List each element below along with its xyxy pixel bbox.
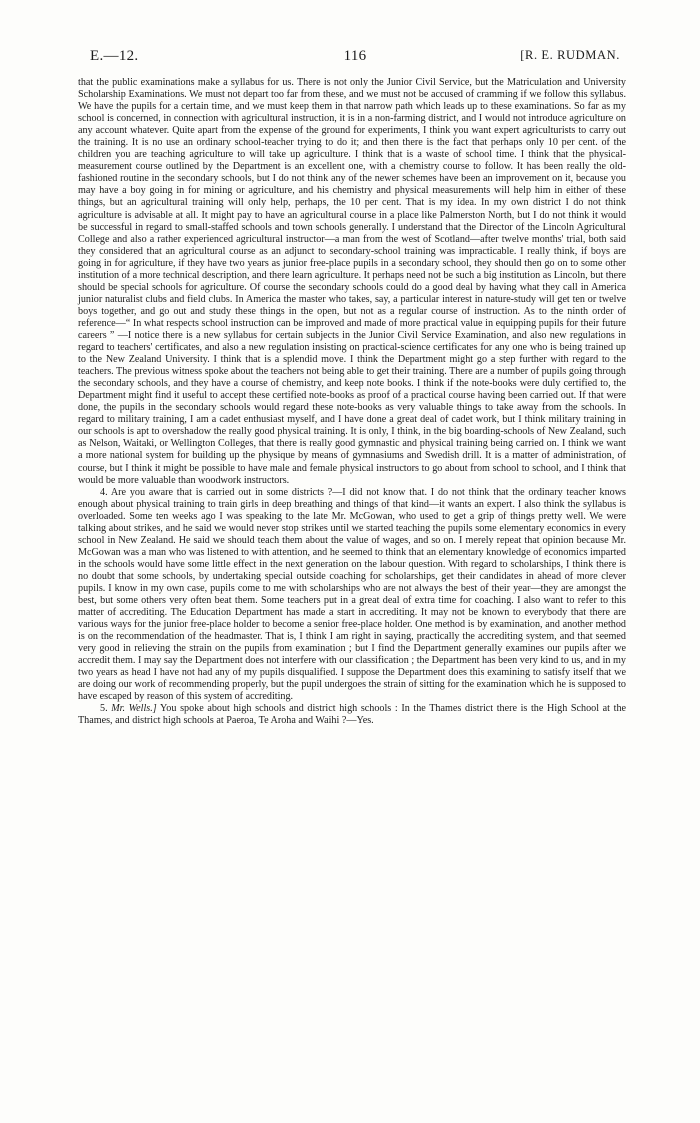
page-number: 116	[343, 48, 367, 64]
page-body	[78, 77, 626, 728]
paragraph-text: that the public examinations make a syllabus for us. There is not only the Junior Civil Service, but the Matriculation and University Scholarship Examinations. We must not depart too far from these, and we must not be accused of cramming if we follow this syllabus. We have the pupils for a certain time, and we must keep them in that narrow path which leads up to these examinations. So far as my school is concerned, in connection with agricultural instruction, it is in a non-farming district, and I would not introduce agriculture on any account whatever. Quite apart from the expense of the ground for experiments, I think you want expert agriculturists to carry out the training. It is no use an ordinary school-teacher trying to do it; and then there is the fact that perhaps only 10 per cent. of the children you are teaching agriculture to will take up agriculture. I think that is a waste of school time. I think that the physical-measurement course outlined by the Department is an excellent one, with a chemistry course to follow. It has been really the old-fashioned routine in the secondary schools, but I do not think any of the newer schemes have been an improvement on it, because you may have a boy going in for mining or agriculture, and his chemistry and physical measurements will help him in either of these things, but an agricultural training will only help, perhaps, the 10 per cent. That is my idea. In my own district I do not think agriculture is advisable at all. It might pay to have an agricultural course in a place like Palmerston North, but I do not think it would be successful in regard to small-staffed schools and town schools generally. I understand that the Director of the Lincoln Agricultural College and also a rather experienced agricultural instructor—a man from the west of Scotland—after twelve months' trial, both said they considered that an agricultural course as an adjunct to secondary-school training was impracticable. I really think, if boys are going in for agriculture, if they have two years as junior free-place pupils in a secondary school, they should then go on to some other institution of a more technical description, and there learn agriculture. It perhaps need not be such a big institution as Lincoln, but there should be special schools for agriculture. Of course the secondary schools could do a good deal by having what they call in America junior naturalist clubs and field clubs. In America the master who takes, say, a particular interest in nature-study will get ten or twelve boys together, and go out and study these things in the open, but not as a regular course of instruction. As to the ninth order of reference—“ In what respects school instruction can be improved and made of more practical value in equipping pupils for their future careers ” —I notice there is a new syllabus for certain subjects in the Junior Civil Service Examination, and also new regulations in regard to teachers' certificates, and also a new regulation insisting on practical-science certificates for any one who is being trained up to the New Zealand University. I think that is a splendid move. I think the Department might go a step further with regard to the teachers. The previous witness spoke about the teachers not being able to get their training. There are a number of pupils going through the secondary schools, and they have a course of chemistry, and keep note books. I think if the note-books were duly certified to, the Department might find it useful to accept these certified note-books as proof of a practical course having been carried out. If that were done, the pupils in the secondary schools would regard these note-books as very valuable things to take away from the schools. In regard to military training, I am a cadet enthusiast myself, and I have done a great deal of cadet work, but I think military training in our schools is apt to overshadow the really good physical training. It is only, I think, in the big boarding-schools of New Zealand, such as Nelson, Waitaki, or Wellington Colleges, that there is really good gymnastic and physical training being carried on. I think we want a more national system for building up the physique by means of gymnasiums and Swedish drill. It is a matter of administration, of course, but I think it might be possible to have male and female physical instructors to go about from school to school, and I think that would be more valuable than woodwork instructors.	[78, 77, 626, 486]
question-number: 5.	[100, 703, 108, 715]
paragraph-continuation	[78, 77, 626, 487]
question-number: 4.	[100, 486, 108, 498]
paragraph-text: Are you aware that is carried out in some districts ?—I did not know that. I do not think that the ordinary teacher knows enough about physical training to train girls in deep breathing and things of that kind—it wants an expert. I also think the syllabus is overloaded. Some ten weeks ago I was speaking to the late Mr. McGowan, who used to get a grip of things pretty well. We were talking about strikes, and he said we would never stop strikes until we started teaching the pupils some elementary economics in every school in New Zealand. He said we should teach them about the value of wages, and so on. I merely repeat that opinion because Mr. McGowan was a man who was listened to with attention, and he seemed to think that an elementary knowledge of economics imparted in the schools would have some little effect in the next generation on the labour question. With regard to scholarships, I think there is no doubt that some schools, by undertaking special outside coaching for scholarships, get their candidates in ahead of more clever pupils. I know in my own case, pupils come to me with scholarships who are not always the best of their year—they are amongst the best, but some others very often beat them. Some teachers put in a great deal of extra time for coaching. I also want to refer to this matter of accrediting. The Education Department has made a start in accrediting. It may not be known to everybody that there are various ways for the junior free-place holder to become a senior free-place holder. One method is by examination, and another method is on the recommendation of the headmaster. That is, I think I am right in saying, practically the accrediting system, and that seemed very good in relieving the strain on the pupils from examination ; but I find the Department generally examines our pupils after we accredit them. I may say the Department does not interfere with our classification ; the Department has been very kind to us, and in my two years as head I have not had any of my pupils disqualified. I suppose the Department does this examining to satisfy itself that we are doing our work of recommending properly, but the pupil undergoes the strain of sitting for the examination which he is supposed to have escaped by reason of this system of accrediting.	[78, 486, 626, 703]
paragraph-text: You spoke about high schools and district high schools : In the Thames district there is the High School at the Thames, and district high schools at Paeroa, Te Aroha and Waihi ?—Yes.	[78, 703, 627, 727]
paragraph-question-5	[78, 703, 626, 727]
witness-name: [R. E. RUDMAN.	[520, 48, 620, 62]
section-reference: E.—12.	[90, 48, 139, 64]
speaker-name: Mr. Wells.]	[111, 703, 157, 715]
paragraph-question-4	[78, 487, 626, 704]
running-header	[90, 48, 620, 70]
